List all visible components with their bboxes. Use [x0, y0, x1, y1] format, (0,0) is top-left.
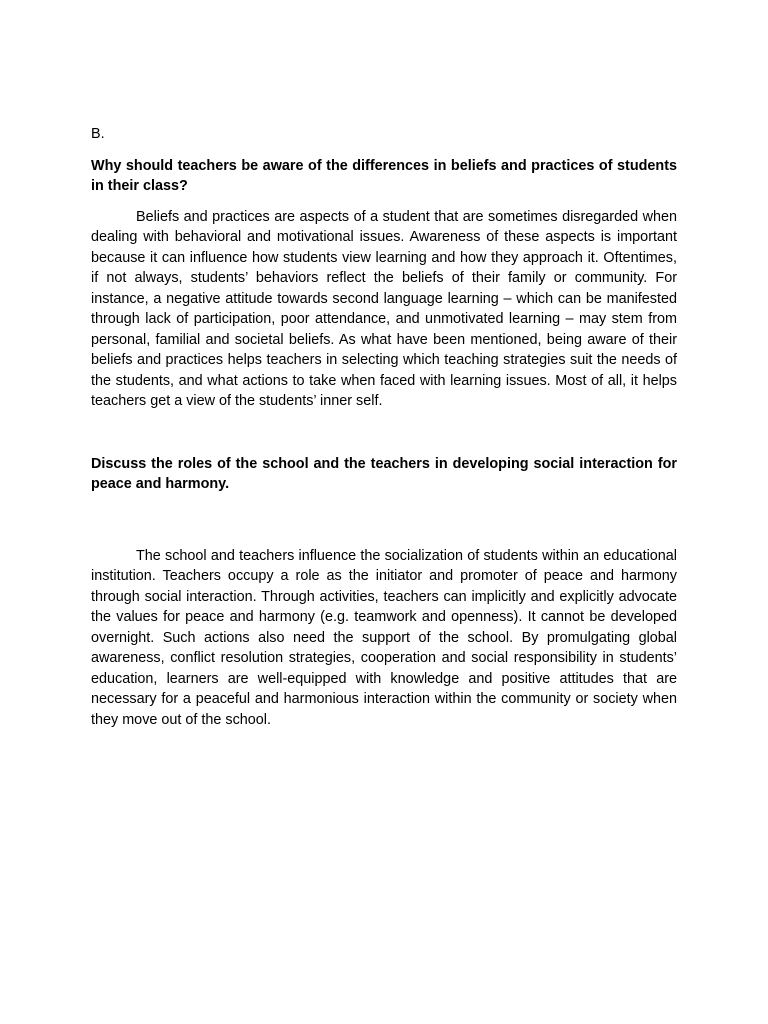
question-heading-1: Why should teachers be aware of the differences in beliefs and practices of students in their class? [91, 157, 677, 194]
section-letter: B. [91, 126, 105, 142]
answer-paragraph-1: Beliefs and practices are aspects of a student that are sometimes disregarded when dealing with behavioral and motivational issues. Awareness of these aspects is important because it can influence how students view learning and how they approach it. Oftentimes, if not always, students’ behaviors reflect the beliefs of their family or community. For instance, a negative attitude towards second language learning – which can be manifested through lack of participation, poor attendance, and unmotivated learning – may stem from personal, familial and societal beliefs. As what have been mentioned, being aware of their beliefs and practices helps teachers in selecting which teaching strategies suit the needs of the students, and what actions to take when faced with learning issues. Most of all, it helps teachers get a view of the students’ inner self. [91, 208, 677, 409]
answer-paragraph-2: The school and teachers influence the socialization of students within an educational institution. Teachers occupy a role as the initiator and promoter of peace and harmony through social interaction. Through activities, teachers can implicitly and explicitly advocate the values for peace and harmony (e.g. teamwork and openness). It cannot be developed overnight. Such actions also need the support of the school. By promulgating global awareness, conflict resolution strategies, cooperation and social responsibility in students’ education, learners are well-equipped with knowledge and positive attitudes that are necessary for a peaceful and harmonious interaction within the community or society when they move out of the school. [91, 547, 677, 728]
document-body [91, 124, 677, 730]
question-heading-2: Discuss the roles of the school and the teachers in developing social interaction for peace and harmony. [91, 455, 677, 492]
